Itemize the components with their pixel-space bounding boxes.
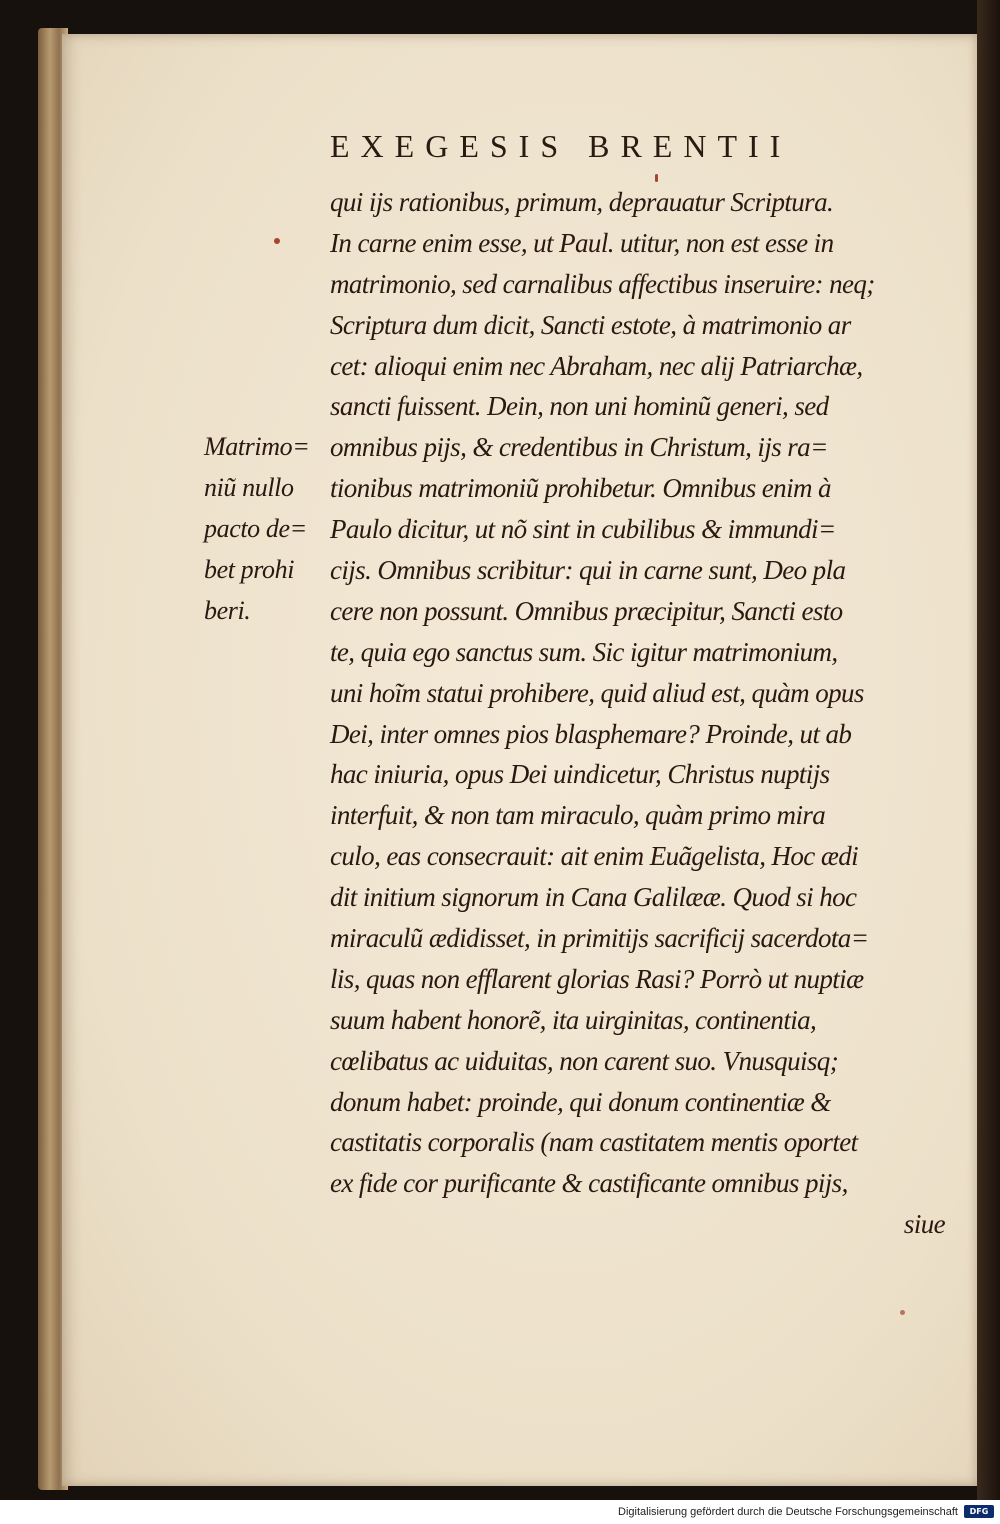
text-line: qui ijs rationibus, primum, deprauatur Scriptura. [330, 187, 834, 217]
text-line: omnibus pijs, & credentibus in Christum, ijs ra= [330, 432, 828, 463]
text-line: Scriptura dum dicit, Sancti estote, à matrimonio ar [330, 309, 851, 340]
dfg-logo: DFG [964, 1505, 994, 1518]
text-line: In carne enim esse, ut Paul. utitur, non est esse in [330, 227, 834, 258]
text-line: interfuit, & non tam miraculo, quàm primo mira [330, 800, 826, 831]
text-line: cœlibatus ac uiduitas, non carent suo. Vnusquisq; [330, 1045, 839, 1076]
marginal-line: niũ nullo [204, 472, 294, 502]
binding-shadow [977, 0, 1000, 1500]
ink-spot [900, 1310, 905, 1315]
text-line: matrimonio, sed carnalibus affectibus inseruire: neq; [330, 268, 875, 299]
text-line: siue [903, 1209, 945, 1240]
text-line: tionibus matrimoniũ prohibetur. Omnibus enim à [330, 473, 831, 504]
text-line: Dei, inter omnes pios blasphemare? Proinde, ut ab [330, 718, 852, 749]
body-text [330, 182, 955, 1245]
text-line: cere non possunt. Omnibus præcipitur, Sancti esto [330, 595, 843, 626]
text-line: te, quia ego sanctus sum. Sic igitur matrimonium, [330, 636, 838, 667]
marginal-note [204, 427, 329, 631]
marginal-line: Matrimo= [204, 432, 310, 461]
marginal-line: pacto de= [204, 513, 307, 543]
ink-spot [274, 238, 280, 244]
text-line: uni hoĩm statui prohibere, quid aliud est, quàm opus [330, 677, 864, 708]
text-line: sancti fuissent. Dein, non uni hominũ generi, sed [330, 391, 829, 422]
text-line: ex fide cor purificante & castificante omnibus pijs, [330, 1168, 848, 1199]
running-header: EXEGESIS BRENTII [330, 128, 792, 164]
text-line: Paulo dicitur, ut nõ sint in cubilibus & immundi= [330, 514, 836, 545]
text-line: dit initium signorum in Cana Galilææ. Quod si hoc [330, 882, 857, 913]
text-line: miraculũ ædidisset, in primitijs sacrificij sacerdota= [330, 923, 869, 954]
text-line: cet: alioqui enim nec Abraham, nec alij Patriarchæ, [330, 350, 863, 381]
marginal-line: bet prohi [204, 554, 295, 584]
text-line: lis, quas non efflarent glorias Rasi? Porrò ut nuptiæ [330, 963, 864, 994]
footer-credit: Digitalisierung gefördert durch die Deutsche Forschungsgemeinschaft [618, 1506, 958, 1518]
marginal-line: beri. [204, 595, 251, 625]
text-line: culo, eas consecrauit: ait enim Euãgelista, Hoc ædi [330, 841, 859, 872]
text-line: cijs. Omnibus scribitur: qui in carne sunt, Deo pla [330, 555, 846, 586]
text-line: suum habent honorẽ, ita uirginitas, continentia, [330, 1004, 817, 1035]
text-line: castitatis corporalis (nam castitatem mentis oportet [330, 1127, 858, 1158]
text-line: hac iniuria, opus Dei uindicetur, Christus nuptijs [330, 759, 830, 790]
text-line: donum habet: proinde, qui donum continentiæ & [330, 1086, 831, 1117]
ink-spot [655, 174, 658, 182]
